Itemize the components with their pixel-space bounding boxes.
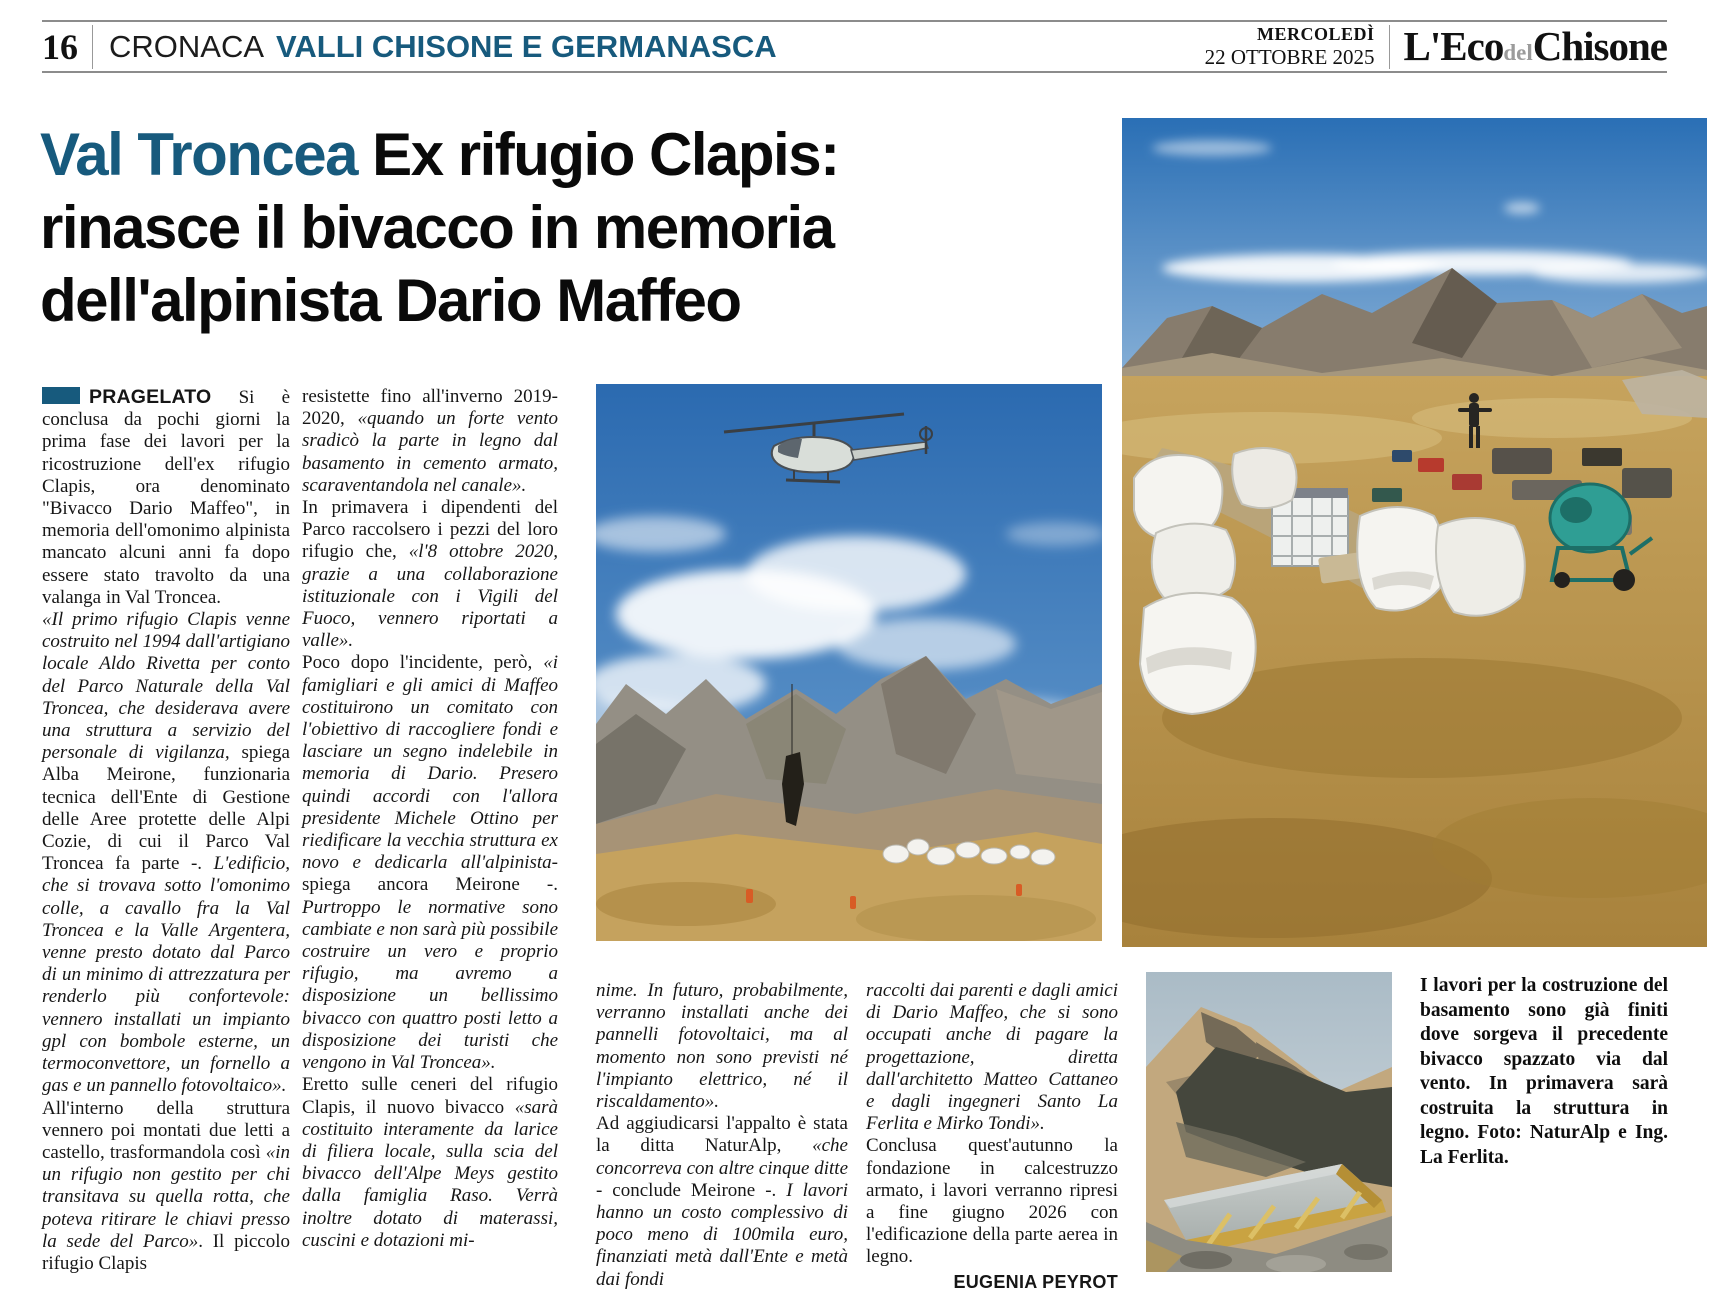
header-bottom-rule bbox=[42, 71, 1667, 73]
text-run: raccolti dai parenti e dagli amici di Dario Maffeo, che si sono occupati anche di pagare la progettazione, diretta dall'architetto Matteo Cattaneo e dagli ingegneri Santo La Ferlita e Mirko Tondi». bbox=[866, 980, 1118, 1135]
article-paragraph bbox=[42, 386, 290, 609]
section-title: CRONACA bbox=[109, 28, 265, 64]
text-run: Ad aggiudicarsi l'appalto è stata la ditta NaturAlp, bbox=[596, 1113, 848, 1157]
headline-kicker: Val Troncea bbox=[40, 121, 358, 188]
photo-caption: I lavori per la costruzione del basamento sono già finiti dove sorgeva il precedente bivacco spazzato via dal vento. In primavera sarà costruita la struttura in legno. Foto: NaturAlp e Ing. La Ferlita. bbox=[1420, 975, 1668, 1168]
text-run: In primavera i dipendenti del Parco raccolsero i pezzi del loro rifugio che, bbox=[302, 497, 558, 563]
article-column-4-text bbox=[866, 980, 1118, 1269]
article-paragraph bbox=[866, 980, 1118, 1135]
article-paragraph bbox=[302, 652, 558, 1074]
text-run: nime. In futuro, probabilmente, verranno installati anche dei pannelli fotovoltaici, ma al momento non sono previsti né l'impianto elettrico, né il riscaldamento». bbox=[596, 980, 848, 1113]
author-byline: EUGENIA PEYROT bbox=[953, 1271, 1118, 1292]
text-run: All'interno della struttura vennero poi montati due letti a castello, trasformandola così bbox=[42, 1097, 290, 1163]
article-column-2 bbox=[302, 386, 558, 1294]
helicopter-photo-illustration bbox=[596, 384, 1102, 941]
article-paragraph bbox=[596, 1113, 848, 1291]
header-divider bbox=[92, 25, 93, 69]
worksite-photo-illustration bbox=[1122, 118, 1707, 947]
article-paragraph bbox=[42, 1098, 290, 1276]
issue-weekday: MERCOLEDÌ bbox=[1257, 24, 1375, 45]
text-run: L'edificio, che si trovava sotto l'omonimo colle, a cavallo fra la Val Troncea e la Valle Argentera, venne presto dotato dal Parco di un minimo di attrezzatura per renderlo più confortevole: vennero installati un impianto gpl con bombole esterne, un termoconvettore, un fornello a gas e un pannello fotovoltaico». bbox=[42, 853, 290, 1097]
helicopter-photo bbox=[596, 384, 1102, 941]
headline-line1: Ex rifugio Clapis: bbox=[357, 121, 839, 188]
article-column-4 bbox=[866, 980, 1118, 1294]
newspaper-logo: L'EcodelChisone bbox=[1403, 23, 1667, 69]
article-column-3 bbox=[596, 980, 848, 1294]
text-run: «quando un forte vento sradicò la parte in legno dal basamento in cemento armato, scaraventandola nel canale». bbox=[302, 408, 559, 496]
text-run: «in un rifugio non gestito per chi transitava su quella rotta, che poteva ritirare le chiavi presso la sede del Parco» bbox=[42, 1141, 290, 1252]
foundation-photo-illustration bbox=[1146, 972, 1392, 1272]
worksite-photo bbox=[1122, 118, 1707, 947]
text-run: Si è conclusa da pochi giorni la prima fase dei lavori per la ricostruzione dell'ex rifugio Clapis, ora denominato "Bivacco Dario Maffeo", in memoria dell'omonimo alpinista mancato alcuni anni fa dopo essere stato travolto da una valanga in Val Troncea. bbox=[42, 387, 290, 608]
text-run: «i famigliari e gli amici di Maffeo costituirono un comitato con l'obiettivo di raccogliere fondi e lasciare un segno indelebile in memoria di Dario. Presero quindi accordi con l'allora presidente Michele Ottino per riedificare la vecchia struttura ex novo e dedicarla all'alpinista bbox=[302, 652, 558, 874]
text-run: Conclusa quest'autunno la fondazione in calcestruzzo armato, i lavori verranno ripresi a fine giugno 2026 con l'edificazione della parte aerea in legno. bbox=[866, 1135, 1118, 1268]
foundation-photo bbox=[1146, 972, 1392, 1272]
issue-date bbox=[1205, 24, 1375, 69]
article-paragraph bbox=[596, 980, 848, 1113]
article-headline bbox=[40, 118, 1040, 337]
page-number: 16 bbox=[42, 26, 78, 67]
text-run: spiega Alba Meirone, funzionaria tecnica dell'Ente di Gestione delle Aree protette delle Alpi Cozie, di cui il Parco Val Troncea fa parte -. bbox=[42, 742, 290, 875]
article-paragraph bbox=[302, 386, 558, 497]
header-divider-2 bbox=[1389, 25, 1390, 69]
text-run: - conclude Meirone -. bbox=[596, 1179, 787, 1201]
text-run: Purtroppo le normative sono cambiate e non sarà più possibile costruire un vero e proprio rifugio, ma avremo a disposizione un bellissimo bivacco con quattro posti letto a disposizione dei turisti che vengono in Val Troncea». bbox=[302, 896, 558, 1074]
text-run: «che concorreva con altre cinque ditte bbox=[596, 1135, 848, 1179]
article-column-1 bbox=[42, 386, 290, 1294]
text-run: I lavori hanno un costo complessivo di poco meno di 100mila euro, finanziati metà dall'Ente e metà dai fondi bbox=[596, 1179, 848, 1290]
text-run: «l'8 ottobre 2020, grazie a una collaborazione istituzionale con i Vigili del Fuoco, vennero riportati a valle». bbox=[302, 541, 558, 652]
text-run: . Il piccolo rifugio Clapis bbox=[42, 1230, 291, 1274]
text-run: «sarà costituito interamente da larice di filiera locale, sulla scia del bivacco dell'Alpe Meys gestito dalla famiglia Raso. Verrà inoltre dotato di materassi, cuscini e dotazioni mi- bbox=[302, 1096, 558, 1251]
subsection-title: VALLI CHISONE E GERMANASCA bbox=[276, 28, 777, 64]
article-paragraph bbox=[302, 1074, 558, 1252]
headline-line2: rinasce il bivacco in memoria bbox=[40, 194, 834, 261]
page-header bbox=[42, 22, 1667, 71]
text-run: «Il primo rifugio Clapis venne costruito nel 1994 dall'artigiano locale Aldo Rivetta per conto del Parco Naturale della Val Troncea, che desiderava avere una struttura a servizio del personale di vigilanza, bbox=[42, 609, 290, 764]
text-run: Eretto sulle ceneri del rifugio Clapis, il nuovo bivacco bbox=[302, 1074, 558, 1118]
issue-date-line: 22 OTTOBRE 2025 bbox=[1204, 44, 1375, 69]
article-paragraph bbox=[302, 497, 558, 652]
text-run: - spiega ancora Meirone -. bbox=[302, 852, 558, 896]
article-paragraph bbox=[42, 609, 290, 1097]
worksite-meadow bbox=[596, 832, 1102, 941]
text-run: resistette fino all'inverno 2019-2020, bbox=[302, 386, 558, 430]
article-paragraph bbox=[866, 1135, 1118, 1268]
text-run: PRAGELATO bbox=[89, 386, 212, 408]
text-run: Poco dopo l'incidente, però, bbox=[302, 652, 544, 674]
headline-line3: dell'alpinista Dario Maffeo bbox=[40, 267, 741, 334]
